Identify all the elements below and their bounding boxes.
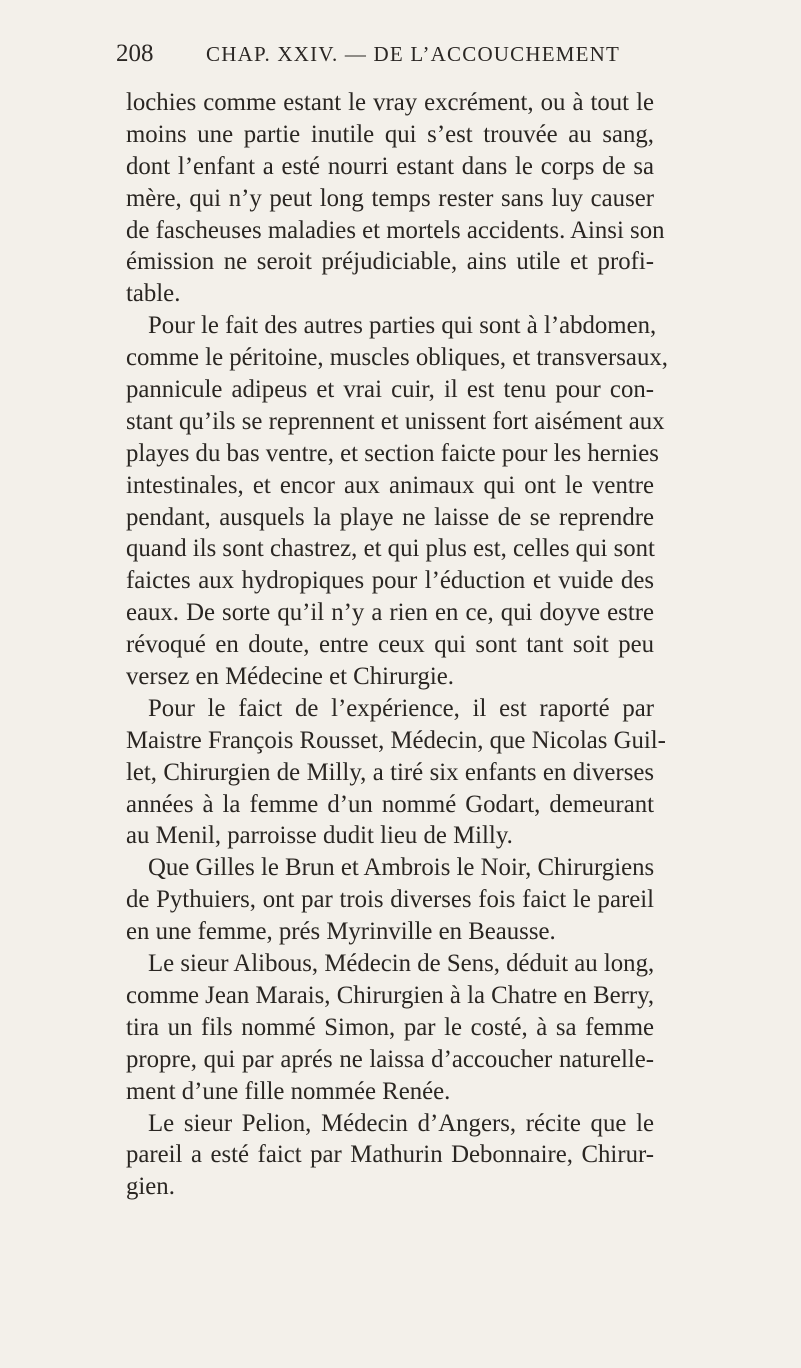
text-line: Le sieur Pelion, Médecin d’Angers, récite que le [148,1109,654,1137]
text-line: faictes aux hydropiques pour l’éduction et vuide des [126,567,654,595]
text-line: intestinales, et encor aux animaux qui ont le ventre [126,471,654,499]
text-line: comme Jean Marais, Chirurgien à la Chatre en Berry, [126,981,655,1009]
running-header [116,40,661,76]
text-line: en une femme, prés Myrinville en Beausse. [126,918,556,946]
text-line: Que Gilles le Brun et Ambrois le Noir, Chirurgiens [148,854,655,882]
body-text [126,87,668,1203]
text-line: quand ils sont chastrez, et qui plus est, celles qui sont [126,535,655,563]
text-line: Pour le faict de l’expérience, il est raporté par [148,694,654,722]
text-line: ment d’une fille nommée Renée. [126,1077,451,1105]
text-line: de Pythuiers, ont par trois diverses fois faict le pareil [126,886,654,914]
text-line: mère, qui n’y peut long temps rester sans luy causer [126,184,654,212]
text-line: de fascheuses maladies et mortels accidents. Ainsi son [126,216,665,244]
text-line: tira un fils nommé Simon, par le costé, à sa femme [126,1013,654,1041]
text-line: émission ne seroit préjudiciable, ains utile et profi- [126,248,654,276]
text-line: Pour le fait des autres parties qui sont à l’abdomen, [148,312,657,340]
text-line: versez en Médecine et Chirurgie. [126,663,454,691]
text-line: gien. [126,1173,175,1201]
text-line: eaux. De sorte qu’il n’y a rien en ce, qui doyve estre [126,599,654,627]
text-line: stant qu’ils se reprennent et unissent fort aisément aux [126,407,665,435]
text-line: au Menil, parroisse dudit lieu de Milly. [126,822,513,850]
text-line: années à la femme d’un nommé Godart, demeurant [126,790,654,818]
text-line: table. [126,280,181,308]
running-title: CHAP. XXIV. — DE L’ACCOUCHEMENT [206,42,621,66]
text-line: Maistre François Rousset, Médecin, que Nicolas Guil- [126,726,666,754]
text-line: playes du bas ventre, et section faicte pour les hernies [126,439,659,467]
text-line: comme le péritoine, muscles obliques, et transversaux, [126,344,668,372]
text-line: let, Chirurgien de Milly, a tiré six enfants en diverses [126,758,654,786]
text-line: pannicule adipeus et vrai cuir, il est tenu pour con- [126,376,654,404]
text-line: révoqué en doute, entre ceux qui sont tant soit peu [126,631,654,659]
text-line: propre, qui par aprés ne laissa d’accoucher naturelle- [126,1045,654,1073]
text-line: pareil a esté faict par Mathurin Debonnaire, Chirur- [126,1141,654,1169]
text-line: lochies comme estant le vray excrément, ou à tout le [126,89,654,116]
text-line: moins une partie inutile qui s’est trouvée au sang, [126,120,654,148]
page-number: 208 [116,40,154,67]
text-line: dont l’enfant a esté nourri estant dans le corps de sa [126,152,654,180]
text-line: pendant, ausquels la playe ne laisse de se reprendre [126,503,654,531]
text-line: Le sieur Alibous, Médecin de Sens, déduit au long, [148,950,655,978]
